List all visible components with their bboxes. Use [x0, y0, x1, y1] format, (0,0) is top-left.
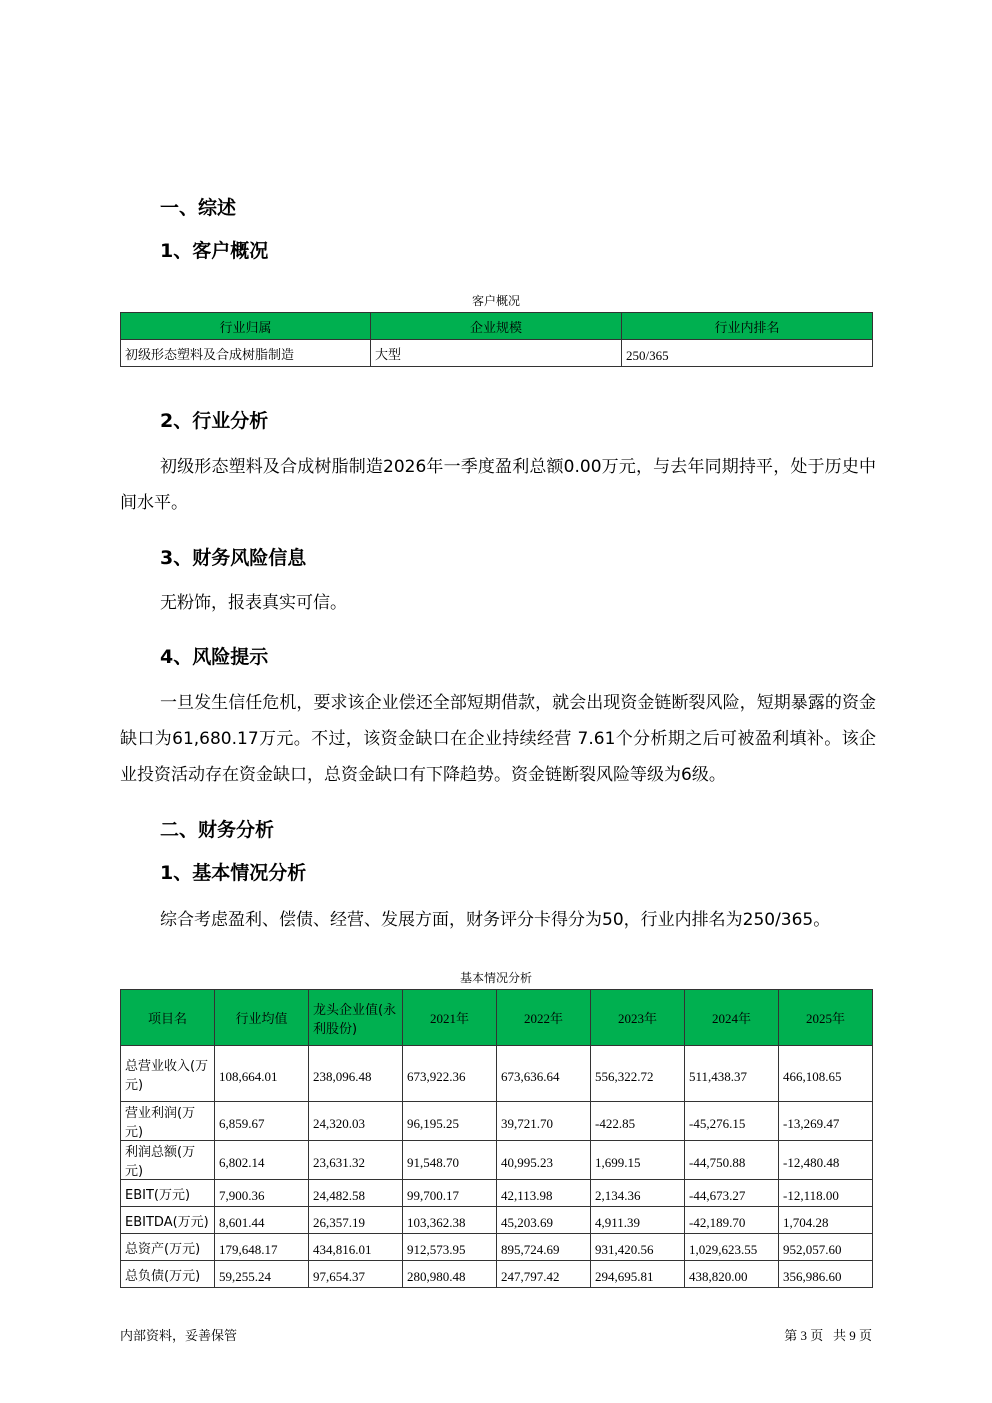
basic-table-header: 2024年 — [685, 990, 779, 1046]
basic-table-header: 2025年 — [779, 990, 873, 1046]
basic-table-cell: 8,601.44 — [215, 1207, 309, 1234]
section-title-overview: 一、综述 — [160, 197, 237, 219]
basic-table-cell: 108,664.01 — [215, 1046, 309, 1102]
basic-table-cell: -13,269.47 — [779, 1102, 873, 1141]
basic-table-header: 2021年 — [403, 990, 497, 1046]
subsection-title-risk-hint: 4、风险提示 — [160, 646, 269, 668]
footer-page-number: 第 3 页 共 9 页 — [784, 1328, 872, 1343]
basic-table-cell: 91,548.70 — [403, 1141, 497, 1180]
basic-table-cell: 1,699.15 — [591, 1141, 685, 1180]
basic-table-cell: 2,134.36 — [591, 1180, 685, 1207]
basic-table-row-label: 利润总额(万元) — [121, 1141, 215, 1180]
basic-table-cell: -12,480.48 — [779, 1141, 873, 1180]
basic-table-cell: 931,420.56 — [591, 1234, 685, 1261]
basic-table-cell: -42,189.70 — [685, 1207, 779, 1234]
basic-table-cell: -12,118.00 — [779, 1180, 873, 1207]
basic-table-cell: 99,700.17 — [403, 1180, 497, 1207]
basic-table-cell: 39,721.70 — [497, 1102, 591, 1141]
basic-table-cell: -422.85 — [591, 1102, 685, 1141]
basic-table-cell: 179,648.17 — [215, 1234, 309, 1261]
basic-table-header: 龙头企业值(永利股份) — [309, 990, 403, 1046]
basic-table-row — [121, 1207, 873, 1234]
basic-table-cell: 673,922.36 — [403, 1046, 497, 1102]
basic-table-row — [121, 1141, 873, 1180]
subsection-title-industry: 2、行业分析 — [160, 410, 269, 432]
subsection-title-risk-info: 3、财务风险信息 — [160, 547, 307, 569]
customer-table-header: 行业内排名 — [622, 313, 873, 340]
paragraph-risk-info: 无粉饰，报表真实可信。 — [160, 593, 347, 613]
basic-table-cell: 6,802.14 — [215, 1141, 309, 1180]
paragraph-risk-hint: 一旦发生信任危机，要求该企业偿还全部短期借款，就会出现资金链断裂风险，短期暴露的资金缺口为61,680.17万元。不过，该资金缺口在企业持续经营 7.61个分析期之后可被盈利填补。该企业投资活动存在资金缺口，总资金缺口有下降趋势。资金链断裂风险等级为6级。 — [120, 693, 876, 785]
basic-table-row-label: 总资产(万元) — [121, 1234, 215, 1261]
basic-table-cell: 24,482.58 — [309, 1180, 403, 1207]
basic-table-cell: 23,631.32 — [309, 1141, 403, 1180]
basic-table-row-label: 总负债(万元) — [121, 1261, 215, 1288]
basic-table-row — [121, 1261, 873, 1288]
basic-table-cell: 96,195.25 — [403, 1102, 497, 1141]
basic-table-row-label: EBIT(万元) — [121, 1180, 215, 1207]
paragraph-basic: 综合考虑盈利、偿债、经营、发展方面，财务评分卡得分为50，行业内排名为250/365。 — [160, 910, 831, 930]
customer-table-cell: 初级形态塑料及合成树脂制造 — [121, 340, 371, 367]
customer-table-cell: 大型 — [371, 340, 622, 367]
basic-table-cell: 26,357.19 — [309, 1207, 403, 1234]
basic-table-cell: 952,057.60 — [779, 1234, 873, 1261]
customer-table-cell: 250/365 — [622, 340, 873, 367]
basic-table-cell: 45,203.69 — [497, 1207, 591, 1234]
basic-table-cell: 6,859.67 — [215, 1102, 309, 1141]
basic-table-cell: 673,636.64 — [497, 1046, 591, 1102]
basic-table-cell: -45,276.15 — [685, 1102, 779, 1141]
basic-table-cell: 356,986.60 — [779, 1261, 873, 1288]
basic-table-cell: 7,900.36 — [215, 1180, 309, 1207]
customer-table-header: 企业规模 — [371, 313, 622, 340]
basic-table-cell: 40,995.23 — [497, 1141, 591, 1180]
basic-table-row-label: 总营业收入(万元) — [121, 1046, 215, 1102]
basic-table-row-label: EBITDA(万元) — [121, 1207, 215, 1234]
subsection-title-basic: 1、基本情况分析 — [160, 862, 307, 884]
basic-table-row — [121, 1046, 873, 1102]
basic-table-cell: 895,724.69 — [497, 1234, 591, 1261]
basic-table-cell: 97,654.37 — [309, 1261, 403, 1288]
basic-table-cell: 247,797.42 — [497, 1261, 591, 1288]
basic-table-row — [121, 1180, 873, 1207]
customer-table-caption: 客户概况 — [471, 294, 520, 308]
section-title-financial: 二、财务分析 — [160, 819, 275, 841]
basic-table-cell: 294,695.81 — [591, 1261, 685, 1288]
basic-table-cell: 24,320.03 — [309, 1102, 403, 1141]
basic-table-cell: -44,750.88 — [685, 1141, 779, 1180]
basic-table-caption: 基本情况分析 — [459, 971, 532, 985]
basic-table-cell: 511,438.37 — [685, 1046, 779, 1102]
basic-table-header: 项目名 — [121, 990, 215, 1046]
basic-table-cell: 1,029,623.55 — [685, 1234, 779, 1261]
customer-table-header: 行业归属 — [121, 313, 371, 340]
basic-table-cell: -44,673.27 — [685, 1180, 779, 1207]
basic-table-cell: 42,113.98 — [497, 1180, 591, 1207]
basic-table-cell: 4,911.39 — [591, 1207, 685, 1234]
basic-table-cell: 556,322.72 — [591, 1046, 685, 1102]
basic-table-header-row — [121, 990, 873, 1046]
basic-table-cell: 59,255.24 — [215, 1261, 309, 1288]
basic-table-cell: 434,816.01 — [309, 1234, 403, 1261]
basic-table-cell: 1,704.28 — [779, 1207, 873, 1234]
paragraph-industry: 初级形态塑料及合成树脂制造2026年一季度盈利总额0.00万元，与去年同期持平，处于历史中间水平。 — [120, 457, 876, 513]
basic-table-cell: 466,108.65 — [779, 1046, 873, 1102]
basic-table-cell: 238,096.48 — [309, 1046, 403, 1102]
basic-table-cell: 912,573.95 — [403, 1234, 497, 1261]
basic-table-header: 2022年 — [497, 990, 591, 1046]
footer-confidential: 内部资料，妥善保管 — [120, 1329, 238, 1344]
customer-table-header-row — [121, 313, 873, 340]
basic-table-row — [121, 1234, 873, 1261]
subsection-title-customer: 1、客户概况 — [160, 240, 269, 262]
customer-table-row — [121, 340, 873, 367]
customer-table — [120, 312, 873, 367]
basic-table-cell: 280,980.48 — [403, 1261, 497, 1288]
basic-table-header: 2023年 — [591, 990, 685, 1046]
basic-table — [120, 989, 873, 1288]
basic-table-row — [121, 1102, 873, 1141]
basic-table-row-label: 营业利润(万元) — [121, 1102, 215, 1141]
basic-table-header: 行业均值 — [215, 990, 309, 1046]
basic-table-cell: 103,362.38 — [403, 1207, 497, 1234]
basic-table-cell: 438,820.00 — [685, 1261, 779, 1288]
